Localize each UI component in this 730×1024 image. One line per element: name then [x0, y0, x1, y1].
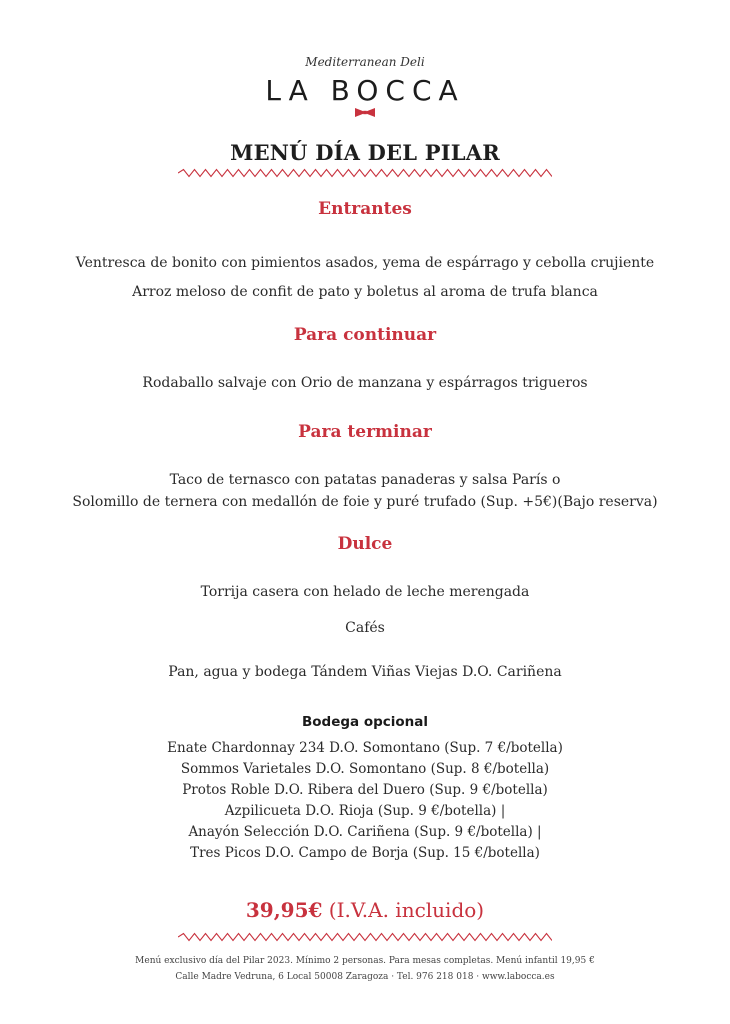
- wine-item: Enate Chardonnay 234 D.O. Somontano (Sup. 7 €/botella): [167, 740, 563, 756]
- brand-logo: LA BOCCA: [265, 74, 465, 107]
- brand-tagline: Mediterranean Deli: [305, 55, 425, 69]
- footer-address: Calle Madre Vedruna, 6 Local 50008 Zaragoza · Tel. 976 218 018 · www.labocca.es: [175, 972, 555, 982]
- wine-item: Protos Roble D.O. Ribera del Duero (Sup. 9 €/botella): [182, 782, 548, 798]
- menu-item: Arroz meloso de confit de pato y boletus al aroma de trufa blanca: [132, 284, 598, 300]
- zigzag-divider-top: [178, 168, 552, 178]
- bodega-heading: Bodega opcional: [301, 714, 429, 730]
- section-heading-para-continuar: Para continuar: [293, 325, 437, 345]
- menu-item: Torrija casera con helado de leche merengada: [200, 584, 530, 600]
- zigzag-line: [178, 170, 552, 177]
- menu-item: Solomillo de ternera con medallón de foie y puré trufado (Sup. +5€)(Bajo reserva): [72, 494, 658, 510]
- menu-title: MENÚ DÍA DEL PILAR: [230, 140, 500, 165]
- footer-conditions: Menú exclusivo día del Pilar 2023. Mínimo 2 personas. Para mesas completas. Menú infantil 19,95 €: [135, 956, 595, 966]
- price-amount: 39,95€: [245, 898, 323, 922]
- menu-price: [0, 898, 730, 922]
- wine-item: Tres Picos D.O. Campo de Borja (Sup. 15 €/botella): [190, 845, 540, 861]
- bowtie-icon: [355, 108, 375, 117]
- section-heading-para-terminar: Para terminar: [298, 422, 432, 442]
- section-heading-dulce: Dulce: [337, 534, 393, 554]
- menu-item: Cafés: [345, 620, 385, 636]
- section-heading-entrantes: Entrantes: [318, 199, 412, 219]
- wine-item: Azpilicueta D.O. Rioja (Sup. 9 €/botella) |: [224, 803, 506, 819]
- zigzag-line: [178, 934, 552, 941]
- menu-item: Pan, agua y bodega Tándem Viñas Viejas D.O. Cariñena: [168, 664, 562, 680]
- wine-item: Anayón Selección D.O. Cariñena (Sup. 9 €/botella) |: [188, 824, 542, 840]
- wine-item: Sommos Varietales D.O. Somontano (Sup. 8 €/botella): [180, 761, 550, 777]
- zigzag-divider-bottom: [178, 932, 552, 942]
- price-note: (I.V.A. incluido): [328, 898, 485, 922]
- menu-item: Ventresca de bonito con pimientos asados, yema de espárrago y cebolla crujiente: [75, 255, 655, 271]
- menu-item: Rodaballo salvaje con Orio de manzana y espárragos trigueros: [142, 375, 588, 391]
- menu-item: Taco de ternasco con patatas panaderas y salsa París o: [169, 472, 561, 488]
